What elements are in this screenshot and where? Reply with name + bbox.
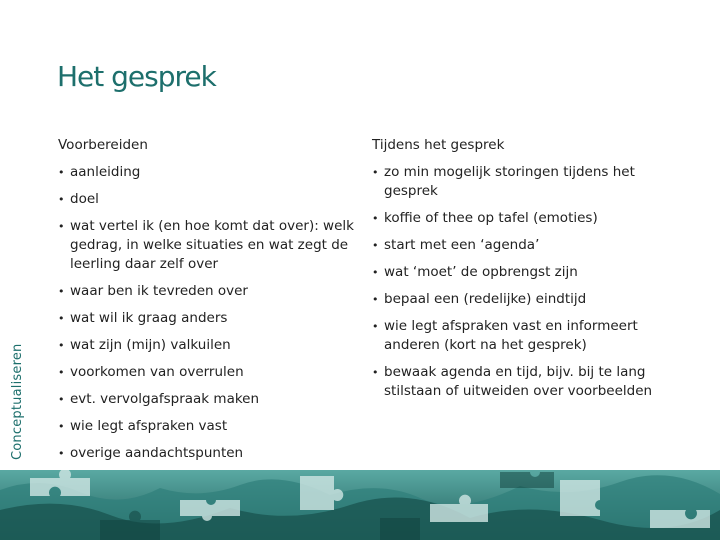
list-item: • koffie of thee op tafel (emoties) [372, 209, 682, 228]
list-item: • bepaal een (redelijke) eindtijd [372, 290, 682, 309]
list-item: • evt. vervolgafspraak maken [58, 390, 358, 409]
list-item: • wie legt afspraken vast en informeert anderen (kort na het gesprek) [372, 317, 682, 355]
list-item: • doel [58, 190, 358, 209]
puzzle-pieces-image [0, 470, 720, 540]
list-item: • zo min mogelijk storingen tijdens het gesprek [372, 163, 682, 201]
list-item: • wat zijn (mijn) valkuilen [58, 336, 358, 355]
list-item: • overige aandachtspunten [58, 444, 358, 463]
right-bullet-list [372, 163, 682, 401]
right-column-heading: Tijdens het gesprek [372, 137, 505, 153]
list-item: • waar ben ik tevreden over [58, 282, 358, 301]
list-item: • voorkomen van overrulen [58, 363, 358, 382]
list-item: • wie legt afspraken vast [58, 417, 358, 436]
right-column [372, 136, 682, 409]
page-title: Het gesprek [57, 60, 216, 93]
list-item: • start met een ‘agenda’ [372, 236, 682, 255]
side-label: Conceptualiseren [10, 343, 25, 460]
left-column-heading: Voorbereiden [58, 137, 148, 153]
list-item: • wat vertel ik (en hoe komt dat over): welk gedrag, in welke situaties en wat zegt de leerling daar zelf over [58, 217, 358, 274]
left-column [58, 136, 358, 471]
puzzle-image-strip [0, 470, 720, 540]
list-item: • bewaak agenda en tijd, bijv. bij te lang stilstaan of uitweiden over voorbeelden [372, 363, 682, 401]
list-item: • wat ‘moet’ de opbrengst zijn [372, 263, 682, 282]
list-item: • wat wil ik graag anders [58, 309, 358, 328]
list-item: • aanleiding [58, 163, 358, 182]
left-bullet-list [58, 163, 358, 463]
